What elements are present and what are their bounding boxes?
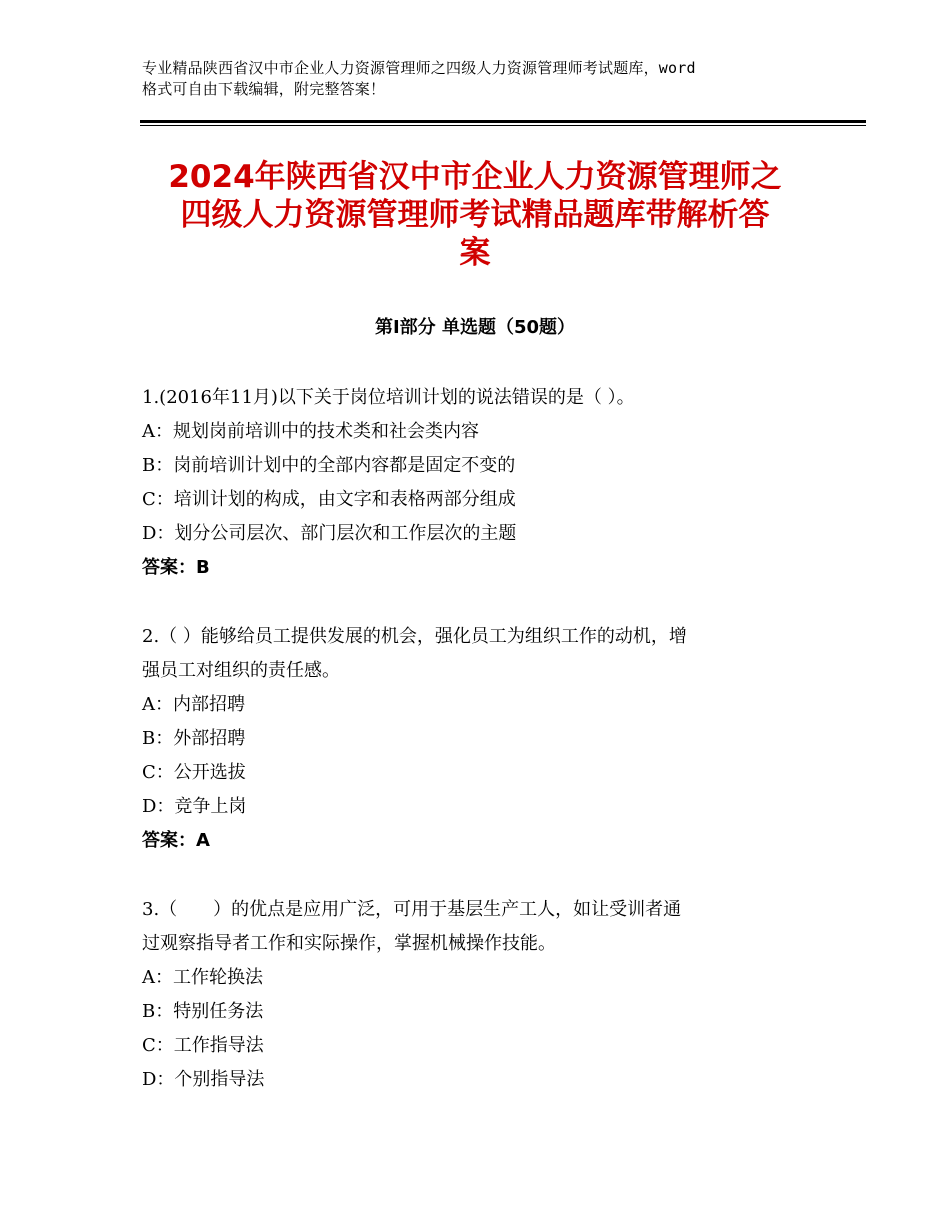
document-title-line: 案 bbox=[459, 235, 491, 271]
question-stem: 3.（ ）的优点是应用广泛，可用于基层生产工人，如让受训者通 bbox=[142, 899, 682, 920]
document-title-line: 2024年陕西省汉中市企业人力资源管理师之 bbox=[168, 159, 782, 195]
header-note bbox=[142, 58, 822, 100]
answer-key: 答案：B bbox=[142, 557, 210, 578]
header-divider-thick bbox=[140, 120, 866, 123]
answer-option-b: B：岗前培训计划中的全部内容都是固定不变的 bbox=[142, 455, 516, 476]
answer-key: 答案：A bbox=[142, 830, 210, 851]
answer-option-c: C：公开选拔 bbox=[142, 762, 246, 783]
header-note-line: 格式可自由下载编辑，附完整答案！ bbox=[142, 80, 386, 98]
header-divider-thin bbox=[140, 125, 866, 126]
answer-option-b: B：外部招聘 bbox=[142, 728, 246, 749]
question-stem: 2.（ ）能够给员工提供发展的机会，强化员工为组织工作的动机，增 bbox=[142, 626, 687, 647]
question-stem-continued: 强员工对组织的责任感。 bbox=[142, 660, 340, 681]
answer-option-d: D：划分公司层次、部门层次和工作层次的主题 bbox=[142, 523, 517, 544]
header-note-line: 专业精品陕西省汉中市企业人力资源管理师之四级人力资源管理师考试题库，word bbox=[142, 59, 696, 77]
document-title-line: 四级人力资源管理师考试精品题库带解析答 bbox=[180, 197, 770, 233]
answer-option-a: A：规划岗前培训中的技术类和社会类内容 bbox=[142, 421, 479, 442]
answer-option-d: D：个别指导法 bbox=[142, 1069, 265, 1090]
answer-option-a: A：工作轮换法 bbox=[142, 967, 263, 988]
section-heading: 第Ⅰ部分 单选题（50题） bbox=[374, 317, 575, 338]
question-stem: 1.(2016年11月)以下关于岗位培训计划的说法错误的是（ ）。 bbox=[142, 387, 635, 408]
answer-option-a: A：内部招聘 bbox=[142, 694, 245, 715]
answer-option-c: C：工作指导法 bbox=[142, 1035, 264, 1056]
document-title bbox=[120, 158, 830, 272]
question-stem-continued: 过观察指导者工作和实际操作，掌握机械操作技能。 bbox=[142, 933, 556, 954]
answer-option-d: D：竞争上岗 bbox=[142, 796, 247, 817]
answer-option-c: C：培训计划的构成，由文字和表格两部分组成 bbox=[142, 489, 516, 510]
answer-option-b: B：特别任务法 bbox=[142, 1001, 264, 1022]
